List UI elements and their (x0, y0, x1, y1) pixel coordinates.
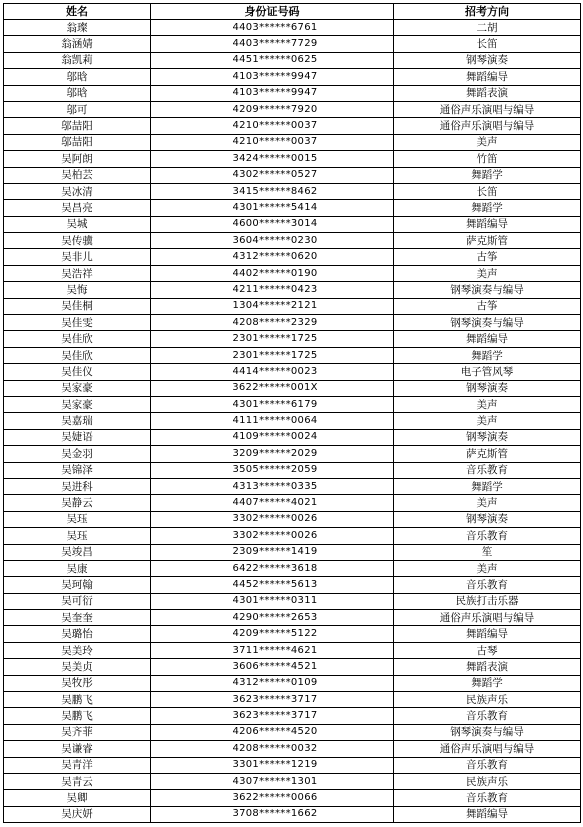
id-number-cell: 4208******2329 (151, 315, 394, 331)
direction-cell: 音乐教育 (394, 528, 581, 544)
applicant-name-cell: 吴佳欣 (4, 347, 151, 363)
applicant-name-cell: 吴美玲 (4, 642, 151, 658)
table-row (4, 544, 581, 560)
table-row (4, 610, 581, 626)
header-id-number: 身份证号码 (151, 4, 394, 20)
id-number-cell: 3606******4521 (151, 659, 394, 675)
table-row (4, 134, 581, 150)
applicant-name-cell: 吴佳桐 (4, 298, 151, 314)
table-row (4, 806, 581, 822)
table-row (4, 69, 581, 85)
id-number-cell: 4312******0620 (151, 249, 394, 265)
id-number-cell: 4211******0423 (151, 282, 394, 298)
id-number-cell: 4302******0527 (151, 167, 394, 183)
id-number-cell: 4407******4021 (151, 495, 394, 511)
id-number-cell: 4307******1301 (151, 773, 394, 789)
table-row (4, 216, 581, 232)
direction-cell: 二胡 (394, 20, 581, 36)
table-row (4, 265, 581, 281)
applicant-name-cell: 邬喆阳 (4, 134, 151, 150)
applicant-name-cell: 吴牧彤 (4, 675, 151, 691)
id-number-cell: 3622******0066 (151, 790, 394, 806)
table-row (4, 462, 581, 478)
table-row (4, 249, 581, 265)
direction-cell: 舞蹈编导 (394, 331, 581, 347)
applicant-name-cell: 吴柏芸 (4, 167, 151, 183)
applicant-name-cell: 吴可衍 (4, 593, 151, 609)
header-name: 姓名 (4, 4, 151, 20)
id-number-cell: 4403******7729 (151, 36, 394, 52)
direction-cell: 美声 (394, 560, 581, 576)
id-number-cell: 4208******0032 (151, 741, 394, 757)
table-row (4, 429, 581, 445)
table-row (4, 577, 581, 593)
table-row (4, 708, 581, 724)
applicant-name-cell: 吴冰清 (4, 183, 151, 199)
table-row (4, 741, 581, 757)
direction-cell: 通俗声乐演唱与编导 (394, 741, 581, 757)
direction-cell: 音乐教育 (394, 757, 581, 773)
applicant-list-document (3, 3, 580, 823)
table-row (4, 446, 581, 462)
direction-cell: 美声 (394, 413, 581, 429)
applicant-name-cell: 吴进科 (4, 478, 151, 494)
table-row (4, 692, 581, 708)
id-number-cell: 4402******0190 (151, 265, 394, 281)
applicant-name-cell: 翁凯莉 (4, 52, 151, 68)
id-number-cell: 4209******5122 (151, 626, 394, 642)
table-row (4, 560, 581, 576)
id-number-cell: 3415******8462 (151, 183, 394, 199)
id-number-cell: 4290******2653 (151, 610, 394, 626)
applicant-name-cell: 吴传骥 (4, 233, 151, 249)
applicant-name-cell: 吴康 (4, 560, 151, 576)
table-row (4, 511, 581, 527)
id-number-cell: 4103******9947 (151, 85, 394, 101)
applicant-name-cell: 翁涵婧 (4, 36, 151, 52)
table-row (4, 20, 581, 36)
applicant-name-cell: 吴浩祥 (4, 265, 151, 281)
applicant-name-cell: 吴非儿 (4, 249, 151, 265)
direction-cell: 长笛 (394, 36, 581, 52)
applicant-name-cell: 邬晗 (4, 85, 151, 101)
applicant-name-cell: 吴鹏飞 (4, 692, 151, 708)
direction-cell: 民族打击乐器 (394, 593, 581, 609)
direction-cell: 竹笛 (394, 151, 581, 167)
direction-cell: 舞蹈表演 (394, 85, 581, 101)
table-row (4, 118, 581, 134)
direction-cell: 通俗声乐演唱与编导 (394, 101, 581, 117)
table-row (4, 233, 581, 249)
applicant-name-cell: 吴佳欣 (4, 331, 151, 347)
direction-cell: 钢琴演奏与编导 (394, 724, 581, 740)
direction-cell: 舞蹈编导 (394, 626, 581, 642)
applicant-name-cell: 吴奎奎 (4, 610, 151, 626)
applicant-name-cell: 吴谦睿 (4, 741, 151, 757)
id-number-cell: 4210******0037 (151, 118, 394, 134)
id-number-cell: 4210******0037 (151, 134, 394, 150)
direction-cell: 音乐教育 (394, 708, 581, 724)
header-direction: 招考方向 (394, 4, 581, 20)
applicant-name-cell: 吴齐菲 (4, 724, 151, 740)
id-number-cell: 2301******1725 (151, 331, 394, 347)
direction-cell: 舞蹈学 (394, 167, 581, 183)
id-number-cell: 3302******0026 (151, 528, 394, 544)
direction-cell: 钢琴演奏 (394, 511, 581, 527)
id-number-cell: 4111******0064 (151, 413, 394, 429)
direction-cell: 古琴 (394, 642, 581, 658)
applicant-name-cell: 吴鹏飞 (4, 708, 151, 724)
applicant-table (3, 3, 581, 823)
id-number-cell: 3708******1662 (151, 806, 394, 822)
applicant-name-cell: 吴珏 (4, 528, 151, 544)
table-row (4, 659, 581, 675)
id-number-cell: 3622******001X (151, 380, 394, 396)
applicant-name-cell: 吴庆妍 (4, 806, 151, 822)
id-number-cell: 4103******9947 (151, 69, 394, 85)
direction-cell: 钢琴演奏与编导 (394, 315, 581, 331)
applicant-name-cell: 吴金羽 (4, 446, 151, 462)
id-number-cell: 4414******0023 (151, 364, 394, 380)
applicant-name-cell: 吴静云 (4, 495, 151, 511)
applicant-name-cell: 吴嘉瑞 (4, 413, 151, 429)
id-number-cell: 4452******5613 (151, 577, 394, 593)
id-number-cell: 6422******3618 (151, 560, 394, 576)
direction-cell: 古筝 (394, 249, 581, 265)
id-number-cell: 4451******0625 (151, 52, 394, 68)
applicant-name-cell: 吴卿 (4, 790, 151, 806)
table-row (4, 101, 581, 117)
direction-cell: 音乐教育 (394, 577, 581, 593)
id-number-cell: 4209******7920 (151, 101, 394, 117)
id-number-cell: 2309******1419 (151, 544, 394, 560)
table-row (4, 315, 581, 331)
table-body (4, 20, 581, 823)
id-number-cell: 3711******4621 (151, 642, 394, 658)
id-number-cell: 4301******6179 (151, 396, 394, 412)
direction-cell: 美声 (394, 396, 581, 412)
applicant-name-cell: 吴家豪 (4, 396, 151, 412)
applicant-name-cell: 邬可 (4, 101, 151, 117)
direction-cell: 舞蹈学 (394, 347, 581, 363)
applicant-name-cell: 吴青云 (4, 773, 151, 789)
id-number-cell: 4301******5414 (151, 200, 394, 216)
direction-cell: 钢琴演奏 (394, 429, 581, 445)
table-row (4, 380, 581, 396)
applicant-name-cell: 吴婕语 (4, 429, 151, 445)
direction-cell: 美声 (394, 265, 581, 281)
id-number-cell: 4312******0109 (151, 675, 394, 691)
applicant-name-cell: 吴美贞 (4, 659, 151, 675)
direction-cell: 长笛 (394, 183, 581, 199)
direction-cell: 钢琴演奏 (394, 380, 581, 396)
table-row (4, 495, 581, 511)
id-number-cell: 3301******1219 (151, 757, 394, 773)
direction-cell: 音乐教育 (394, 790, 581, 806)
applicant-name-cell: 吴城 (4, 216, 151, 232)
applicant-name-cell: 吴昌亮 (4, 200, 151, 216)
id-number-cell: 4206******4520 (151, 724, 394, 740)
id-number-cell: 1304******2121 (151, 298, 394, 314)
direction-cell: 民族声乐 (394, 773, 581, 789)
table-row (4, 183, 581, 199)
applicant-name-cell: 吴珏 (4, 511, 151, 527)
table-row (4, 528, 581, 544)
table-row (4, 724, 581, 740)
table-row (4, 331, 581, 347)
id-number-cell: 3623******3717 (151, 708, 394, 724)
applicant-name-cell: 吴佳雯 (4, 315, 151, 331)
direction-cell: 舞蹈学 (394, 200, 581, 216)
direction-cell: 舞蹈编导 (394, 806, 581, 822)
id-number-cell: 4600******3014 (151, 216, 394, 232)
applicant-name-cell: 吴珂翰 (4, 577, 151, 593)
id-number-cell: 3302******0026 (151, 511, 394, 527)
table-row (4, 36, 581, 52)
direction-cell: 电子管风琴 (394, 364, 581, 380)
applicant-name-cell: 吴锦泽 (4, 462, 151, 478)
table-row (4, 593, 581, 609)
applicant-name-cell: 翁璨 (4, 20, 151, 36)
id-number-cell: 3623******3717 (151, 692, 394, 708)
table-header-row (4, 4, 581, 20)
id-number-cell: 3209******2029 (151, 446, 394, 462)
table-row (4, 364, 581, 380)
id-number-cell: 4109******0024 (151, 429, 394, 445)
direction-cell: 舞蹈学 (394, 478, 581, 494)
applicant-name-cell: 吴青洋 (4, 757, 151, 773)
applicant-name-cell: 吴佳仪 (4, 364, 151, 380)
table-row (4, 167, 581, 183)
direction-cell: 美声 (394, 134, 581, 150)
id-number-cell: 4403******6761 (151, 20, 394, 36)
applicant-name-cell: 吴竣昌 (4, 544, 151, 560)
applicant-name-cell: 吴悔 (4, 282, 151, 298)
table-row (4, 413, 581, 429)
table-row (4, 85, 581, 101)
direction-cell: 民族声乐 (394, 692, 581, 708)
table-row (4, 52, 581, 68)
id-number-cell: 3604******0230 (151, 233, 394, 249)
direction-cell: 舞蹈表演 (394, 659, 581, 675)
table-row (4, 151, 581, 167)
direction-cell: 美声 (394, 495, 581, 511)
applicant-name-cell: 邬喆阳 (4, 118, 151, 134)
direction-cell: 钢琴演奏与编导 (394, 282, 581, 298)
applicant-name-cell: 吴璐怡 (4, 626, 151, 642)
id-number-cell: 3424******0015 (151, 151, 394, 167)
table-row (4, 298, 581, 314)
table-row (4, 396, 581, 412)
direction-cell: 舞蹈编导 (394, 216, 581, 232)
table-row (4, 200, 581, 216)
id-number-cell: 3505******2059 (151, 462, 394, 478)
table-row (4, 478, 581, 494)
applicant-name-cell: 吴阿朗 (4, 151, 151, 167)
direction-cell: 萨克斯管 (394, 233, 581, 249)
direction-cell: 音乐教育 (394, 462, 581, 478)
table-row (4, 773, 581, 789)
direction-cell: 舞蹈编导 (394, 69, 581, 85)
direction-cell: 舞蹈学 (394, 675, 581, 691)
table-row (4, 347, 581, 363)
applicant-name-cell: 邬晗 (4, 69, 151, 85)
id-number-cell: 2301******1725 (151, 347, 394, 363)
applicant-name-cell: 吴家豪 (4, 380, 151, 396)
direction-cell: 通俗声乐演唱与编导 (394, 118, 581, 134)
direction-cell: 萨克斯管 (394, 446, 581, 462)
direction-cell: 笙 (394, 544, 581, 560)
id-number-cell: 4313******0335 (151, 478, 394, 494)
table-row (4, 675, 581, 691)
direction-cell: 古筝 (394, 298, 581, 314)
direction-cell: 钢琴演奏 (394, 52, 581, 68)
table-row (4, 282, 581, 298)
table-row (4, 626, 581, 642)
table-row (4, 790, 581, 806)
direction-cell: 通俗声乐演唱与编导 (394, 610, 581, 626)
table-row (4, 757, 581, 773)
table-row (4, 642, 581, 658)
id-number-cell: 4301******0311 (151, 593, 394, 609)
